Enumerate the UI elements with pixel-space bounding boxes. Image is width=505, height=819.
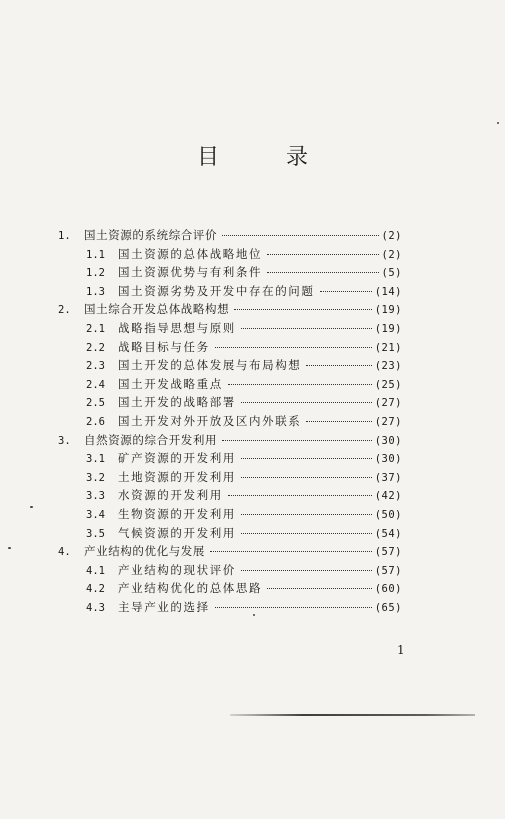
toc-entry-title: 主导产业的选择	[118, 600, 210, 614]
dot-leader	[241, 458, 372, 459]
toc-entry-number: 4.1	[86, 565, 105, 577]
toc-entry-number: 3.2	[86, 472, 105, 484]
toc-section-row	[86, 579, 402, 597]
dot-leader	[222, 440, 372, 441]
dot-leader	[306, 365, 371, 366]
toc-entry-number: 1.1	[86, 249, 105, 261]
toc-section-row	[86, 561, 402, 579]
toc-entry-page: (25)	[374, 379, 402, 391]
scan-speck	[497, 122, 499, 124]
toc-entry-title: 气候资源的开发利用	[118, 526, 236, 540]
toc-section-row	[86, 449, 402, 467]
scan-speck	[253, 614, 255, 616]
toc-entry-page: (30)	[374, 453, 402, 465]
dot-leader	[228, 495, 372, 496]
toc-entry-title: 国土综合开发总体战略构想	[84, 302, 230, 316]
dot-leader	[234, 309, 372, 310]
dot-leader	[320, 291, 372, 292]
toc-entry-title: 自然资源的综合开发利用	[84, 433, 218, 447]
toc-entry-page: (5)	[381, 267, 402, 279]
toc-entry-number: 4.2	[86, 583, 105, 595]
toc-entry-number: 2.	[58, 304, 71, 316]
toc-entry-page: (27)	[374, 416, 402, 428]
toc-entry-title: 国土资源的总体战略地位	[118, 247, 263, 261]
dot-leader	[306, 421, 371, 422]
toc-section-row	[86, 338, 402, 356]
toc-section-row	[86, 412, 402, 430]
toc-section-row	[86, 393, 402, 411]
toc-chapter-row	[58, 431, 402, 449]
toc-entry-number: 3.4	[86, 509, 105, 521]
scan-speck	[30, 506, 33, 508]
toc-section-row	[86, 468, 402, 486]
toc-entry-page: (2)	[381, 249, 402, 261]
dot-leader	[210, 551, 372, 552]
toc-entry-number: 2.2	[86, 342, 105, 354]
toc-chapter-row	[58, 300, 402, 318]
toc-entry-number: 2.3	[86, 360, 105, 372]
toc-section-row	[86, 505, 402, 523]
toc-section-row	[86, 319, 402, 337]
toc-entry-title: 战略目标与任务	[118, 340, 210, 354]
dot-leader	[267, 254, 378, 255]
toc-entry-page: (19)	[374, 323, 402, 335]
toc-entry-page: (57)	[374, 565, 402, 577]
toc-entry-title: 水资源的开发利用	[118, 488, 223, 502]
toc-entry-number: 2.5	[86, 397, 105, 409]
toc-entry-number: 1.3	[86, 286, 105, 298]
toc-entry-title: 矿产资源的开发利用	[118, 451, 236, 465]
toc-entry-title: 国土开发对外开放及区内外联系	[118, 414, 302, 428]
toc-entry-number: 2.4	[86, 379, 105, 391]
dot-leader	[228, 384, 372, 385]
toc-entry-page: (65)	[374, 602, 402, 614]
toc-section-row	[86, 282, 402, 300]
toc-entry-number: 3.5	[86, 528, 105, 540]
toc-entry-page: (27)	[374, 397, 402, 409]
toc-entry-page: (60)	[374, 583, 402, 595]
toc-entry-number: 3.	[58, 435, 71, 447]
toc-entry-title: 国土开发的总体发展与布局构想	[118, 358, 302, 372]
toc-entry-title: 产业结构优化的总体思路	[118, 581, 263, 595]
dot-leader	[241, 570, 372, 571]
dot-leader	[215, 347, 372, 348]
toc-entry-page: (21)	[374, 342, 402, 354]
toc-entry-page: (50)	[374, 509, 402, 521]
toc-entry-page: (23)	[374, 360, 402, 372]
dot-leader	[241, 533, 372, 534]
dot-leader	[215, 607, 372, 608]
dot-leader	[267, 588, 372, 589]
toc-entry-number: 1.	[58, 230, 71, 242]
page-title: 目 录	[197, 145, 338, 170]
dot-leader	[241, 514, 372, 515]
toc-entry-number: 1.2	[86, 267, 105, 279]
toc-section-row	[86, 263, 402, 281]
toc-entry-title: 国土资源劣势及开发中存在的问题	[118, 284, 315, 298]
toc-entry-title: 土地资源的开发利用	[118, 470, 236, 484]
dot-leader	[267, 272, 378, 273]
toc-section-row	[86, 486, 402, 504]
page-number: 1	[397, 643, 405, 657]
dot-leader	[241, 477, 372, 478]
toc-entry-title: 产业结构的优化与发展	[84, 544, 205, 558]
dot-leader	[241, 328, 372, 329]
toc-chapter-row	[58, 542, 402, 560]
toc-entry-page: (37)	[374, 472, 402, 484]
toc-entry-page: (14)	[374, 286, 402, 298]
toc-chapter-row	[58, 226, 402, 244]
toc-entry-title: 战略指导思想与原则	[118, 321, 236, 335]
toc-entry-number: 4.	[58, 546, 71, 558]
toc-section-row	[86, 375, 402, 393]
toc-entry-number: 2.1	[86, 323, 105, 335]
scan-speck	[8, 547, 11, 549]
toc-entry-title: 生物资源的开发利用	[118, 507, 236, 521]
toc-entry-title: 国土资源的系统综合评价	[84, 228, 218, 242]
toc-entry-page: (19)	[374, 304, 402, 316]
dot-leader	[241, 402, 372, 403]
toc-entry-title: 国土开发的战略部署	[118, 395, 236, 409]
bottom-rule	[230, 714, 475, 716]
toc-section-row	[86, 356, 402, 374]
toc-entry-title: 产业结构的现状评价	[118, 563, 236, 577]
toc-section-row	[86, 245, 402, 263]
toc-section-row	[86, 524, 402, 542]
toc-section-row	[86, 598, 402, 616]
dot-leader	[222, 235, 378, 236]
toc-entry-number: 2.6	[86, 416, 105, 428]
toc-entry-number: 4.3	[86, 602, 105, 614]
toc-entry-number: 3.3	[86, 490, 105, 502]
toc-entry-title: 国土资源优势与有利条件	[118, 265, 263, 279]
toc-entry-number: 3.1	[86, 453, 105, 465]
toc-entry-page: (30)	[374, 435, 402, 447]
toc-entry-page: (57)	[374, 546, 402, 558]
toc-entry-page: (54)	[374, 528, 402, 540]
toc-entry-page: (2)	[381, 230, 402, 242]
toc-entry-page: (42)	[374, 490, 402, 502]
toc-entry-title: 国土开发战略重点	[118, 377, 223, 391]
